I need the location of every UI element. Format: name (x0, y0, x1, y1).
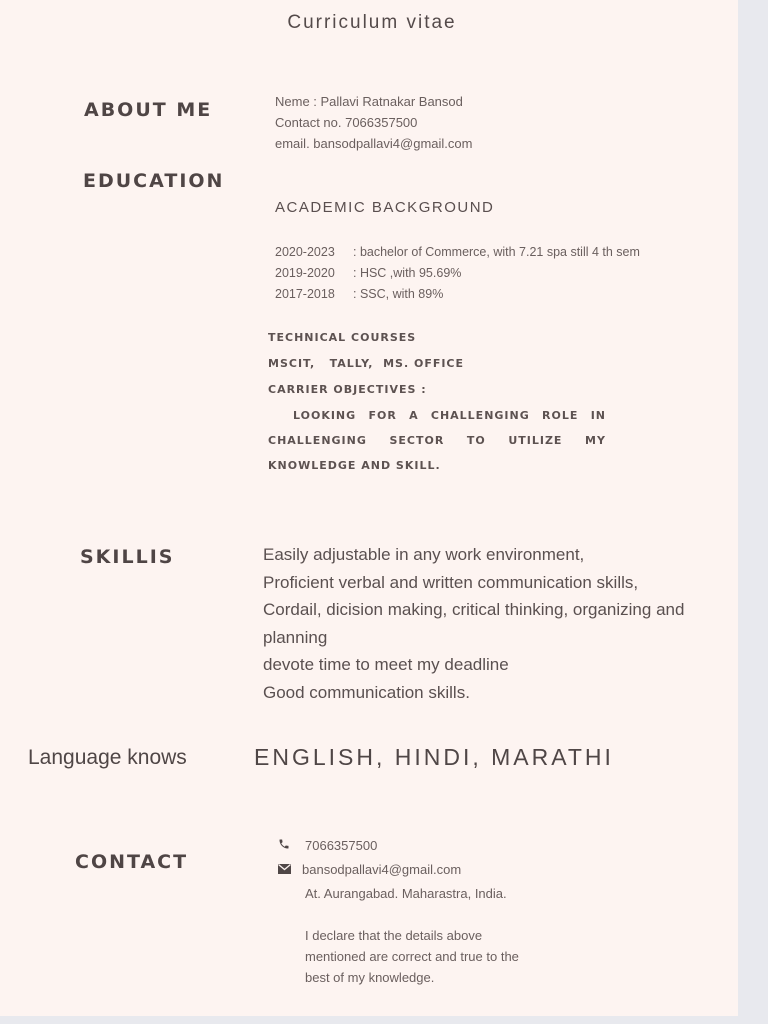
education-detail: : HSC ,with 95.69% (353, 266, 462, 280)
contact-address: At. Aurangabad. Maharastra, India. (305, 886, 507, 901)
objective-word: A (409, 409, 419, 422)
contact-phone: 7066357500 (305, 838, 378, 853)
skill-item: Proficient verbal and written communication skills, (263, 572, 639, 592)
phone-icon (277, 836, 291, 857)
objective-word: CHALLENGING (268, 434, 367, 447)
education-row (275, 263, 640, 284)
education-years: 2020-2023 (275, 245, 335, 259)
career-objectives-label: CARRIER OBJECTIVES : (268, 383, 427, 396)
contact-phone-row (277, 835, 377, 857)
skills-list (263, 541, 684, 706)
education-row (275, 284, 640, 305)
declaration-line: I declare that the details above (305, 928, 483, 943)
education-years: 2017-2018 (275, 287, 335, 301)
about-contact: Contact no. 7066357500 (275, 115, 418, 130)
language-value: ENGLISH, HINDI, MARATHI (254, 744, 614, 770)
career-objective-text (268, 409, 606, 472)
education-detail: : SSC, with 89% (353, 287, 444, 301)
skill-item: Good communication skills. (263, 682, 470, 702)
skills-heading: SKILLIS (80, 546, 175, 568)
skill-item: Cordail, dicision making, critical thinking, organizing and (263, 600, 685, 619)
declaration (305, 925, 519, 988)
education-years: 2019-2020 (275, 266, 335, 280)
declaration-line: mentioned are correct and true to the (305, 949, 519, 964)
technical-courses-value: MSCIT, TALLY, MS. OFFICE (268, 357, 465, 370)
about-details (275, 91, 472, 154)
education-list (275, 242, 640, 305)
page-title: Curriculum vitae (287, 12, 457, 33)
about-name: Neme : Pallavi Ratnakar Bansod (275, 94, 463, 109)
contact-email-row (277, 859, 461, 881)
objective-word: LOOKING (293, 409, 357, 422)
objective-word: TO (466, 434, 486, 447)
skill-item: devote time to meet my deadline (263, 655, 509, 674)
skill-item: Easily adjustable in any work environment, (263, 545, 585, 564)
about-heading: ABOUT ME (84, 99, 213, 121)
education-heading: EDUCATION (83, 170, 225, 192)
objective-word: MY (585, 434, 606, 447)
objective-line (268, 409, 606, 422)
contact-email: bansodpallavi4@gmail.com (302, 862, 462, 877)
technical-courses-label: TECHNICAL COURSES (268, 331, 417, 344)
academic-background-heading: ACADEMIC BACKGROUND (275, 199, 495, 216)
objective-word: UTILIZE (508, 434, 563, 447)
declaration-line: best of my knowledge. (305, 970, 435, 985)
objective-word: ROLE (542, 409, 579, 422)
education-row (275, 242, 640, 263)
objective-line (268, 459, 606, 472)
about-email: email. bansodpallavi4@gmail.com (275, 136, 473, 151)
objective-word: KNOWLEDGE AND SKILL. (268, 459, 441, 472)
envelope-icon (277, 860, 291, 881)
skill-item: planning (263, 627, 328, 647)
objective-word: SECTOR (389, 434, 445, 447)
objective-word: CHALLENGING (430, 409, 530, 422)
language-label: Language knows (28, 746, 187, 769)
objective-word: FOR (368, 409, 397, 422)
contact-heading: CONTACT (75, 851, 189, 873)
objective-line (268, 434, 606, 447)
education-detail: : bachelor of Commerce, with 7.21 spa still 4 th sem (353, 245, 640, 259)
objective-word: IN (590, 409, 606, 422)
